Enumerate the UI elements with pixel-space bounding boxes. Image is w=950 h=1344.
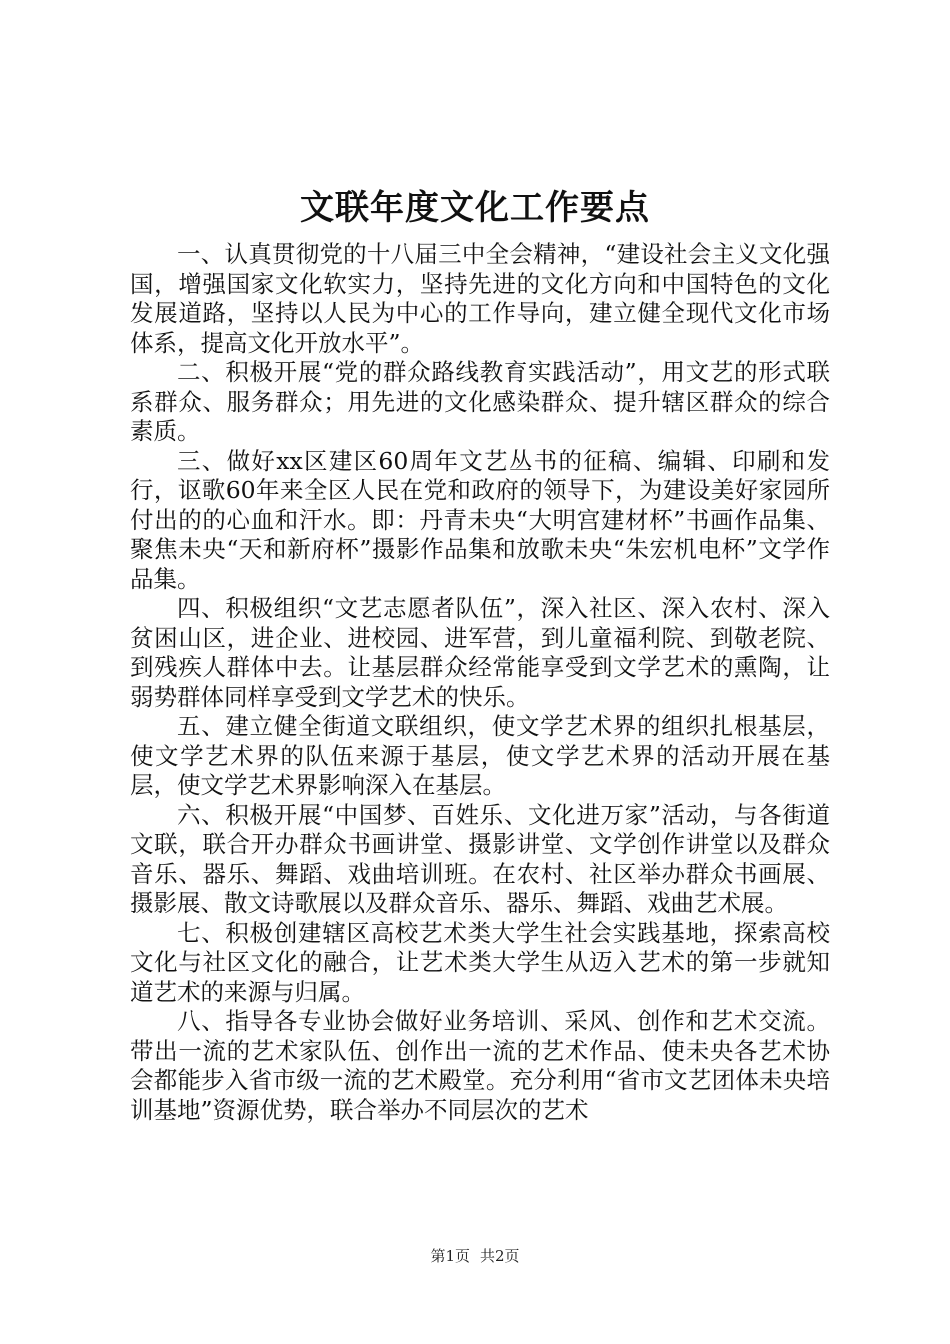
paragraph-6: 六、积极开展“中国梦、百姓乐、文化进万家”活动，与各街道文联，联合开办群众书画讲堂、摄影讲堂、文学创作讲堂以及群众音乐、器乐、舞蹈、戏曲培训班。在农村、社区举办群众书画展、摄影展、散文诗歌展以及群众音乐、器乐、舞蹈、戏曲艺术展。 bbox=[130, 800, 830, 917]
page-number-total: 共2页 bbox=[480, 1247, 520, 1265]
paragraph-2: 二、积极开展“党的群众路线教育实践活动”，用文艺的形式联系群众、服务群众；用先进的文化感染群众、提升辖区群众的综合素质。 bbox=[130, 358, 830, 445]
paragraph-7: 七、积极创建辖区高校艺术类大学生社会实践基地，探索高校文化与社区文化的融合，让艺术类大学生从迈入艺术的第一步就知道艺术的来源与归属。 bbox=[130, 918, 830, 1006]
paragraph-1: 一、认真贯彻党的十八届三中全会精神，“建设社会主义文化强国，增强国家文化软实力，坚持先进的文化方向和中国特色的文化发展道路，坚持以人民为中心的工作导向，建立健全现代文化市场体系，提高文化开放水平”。 bbox=[130, 240, 830, 357]
document-body bbox=[130, 240, 830, 1125]
document-title: 文联年度文化工作要点 bbox=[300, 188, 650, 228]
paragraph-4: 四、积极组织“文艺志愿者队伍”，深入社区、深入农村、深入贫困山区，进企业、进校园、进军营，到儿童福利院、到敬老院、到残疾人群体中去。让基层群众经常能享受到文学艺术的熏陶，让弱势群体同样享受到文学艺术的快乐。 bbox=[130, 594, 830, 711]
paragraph-5: 五、建立健全街道文联组织，使文学艺术界的组织扎根基层，使文学艺术界的队伍来源于基层，使文学艺术界的活动开展在基层，使文学艺术界影响深入在基层。 bbox=[130, 712, 830, 799]
page-footer bbox=[0, 1246, 950, 1266]
paragraph-8: 八、指导各专业协会做好业务培训、采风、创作和艺术交流。带出一流的艺术家队伍、创作出一流的艺术作品、使未央各艺术协会都能步入省市级一流的艺术殿堂。充分利用“省市文艺团体未央培训基地”资源优势，联合举办不同层次的艺术 bbox=[130, 1007, 830, 1124]
page-number-current: 第1页 bbox=[430, 1247, 470, 1265]
paragraph-3: 三、做好xx区建区60周年文艺丛书的征稿、编辑、印刷和发行，讴歌60年来全区人民在党和政府的领导下，为建设美好家园所付出的的心血和汗水。即：丹青未央“大明宫建材杯”书画作品集、聚焦未央“天和新府杯”摄影作品集和放歌未央“朱宏机电杯”文学作品集。 bbox=[130, 446, 830, 593]
